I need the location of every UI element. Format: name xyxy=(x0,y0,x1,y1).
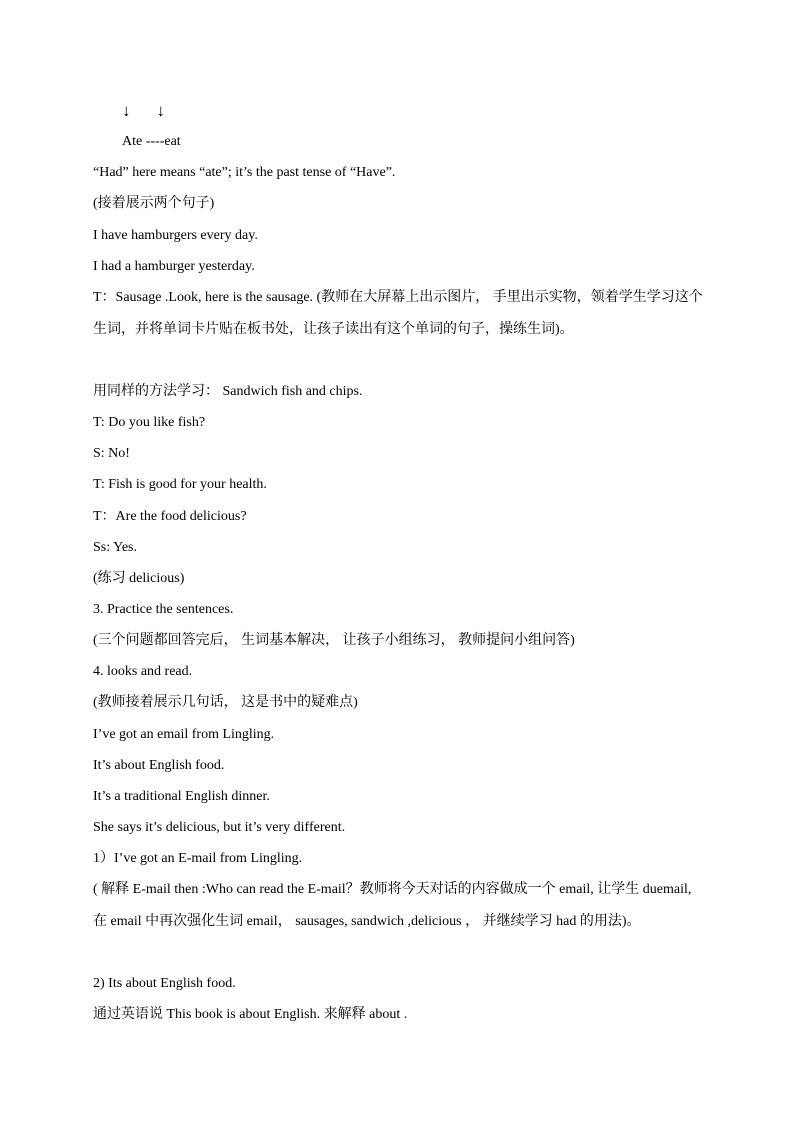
text-line: It’s about English food. xyxy=(93,758,225,773)
down-arrow-icon: ↓ xyxy=(122,101,131,120)
text-line: She says it’s delicious, but it’s very different. xyxy=(93,820,346,835)
text-line: 3. Practice the sentences. xyxy=(93,602,234,617)
arrow-row xyxy=(122,100,191,122)
text-line: Ate ----eat xyxy=(122,134,181,149)
text-line: I have hamburgers every day. xyxy=(93,228,258,243)
text-line: I’ve got an email from Lingling. xyxy=(93,727,275,742)
text-paragraph: T：Sausage .Look, here is the sausage. (教师在大屏幕上出示图片， 手里出示实物，领着学生学习这个生词，并将单词卡片贴在板书处，让孩子读出有这个单词的句子，操练生词)。 xyxy=(93,290,703,337)
down-arrow-icon: ↓ xyxy=(156,101,165,120)
text-line: (三个问题都回答完后， 生词基本解决， 让孩子小组练习， 教师提问小组问答) xyxy=(93,633,575,648)
text-line: 1）I’ve got an E-mail from Lingling. xyxy=(93,851,303,866)
text-line: 4. looks and read. xyxy=(93,664,193,679)
text-line: It’s a traditional English dinner. xyxy=(93,789,270,804)
text-line: “Had” here means “ate”; it’s the past tense of “Have”. xyxy=(93,165,396,180)
text-line: 用同样的方法学习： Sandwich fish and chips. xyxy=(93,384,363,399)
text-line: (接着展示两个句子) xyxy=(93,196,215,211)
text-line: T：Are the food delicious? xyxy=(93,509,247,524)
text-line: I had a hamburger yesterday. xyxy=(93,259,255,274)
text-line: T: Fish is good for your health. xyxy=(93,477,267,492)
text-line: S: No! xyxy=(93,446,130,461)
text-line: 通过英语说 This book is about English. 来解释 about . xyxy=(93,1007,408,1022)
text-line: 2) Its about English food. xyxy=(93,976,236,991)
text-line: T: Do you like fish? xyxy=(93,415,206,430)
text-paragraph: ( 解释 E-mail then :Who can read the E-mail？教师将今天对话的内容做成一个 email, 让学生 duemail, 在 email 中再次强化生词 email， sausages, sandwich ,delicious ， 并继续学习 had 的用法)。 xyxy=(93,882,692,929)
text-line: (练习 delicious) xyxy=(93,571,185,586)
text-line: Ss: Yes. xyxy=(93,540,137,555)
text-line: (教师接着展示几句话， 这是书中的疑难点) xyxy=(93,695,358,710)
